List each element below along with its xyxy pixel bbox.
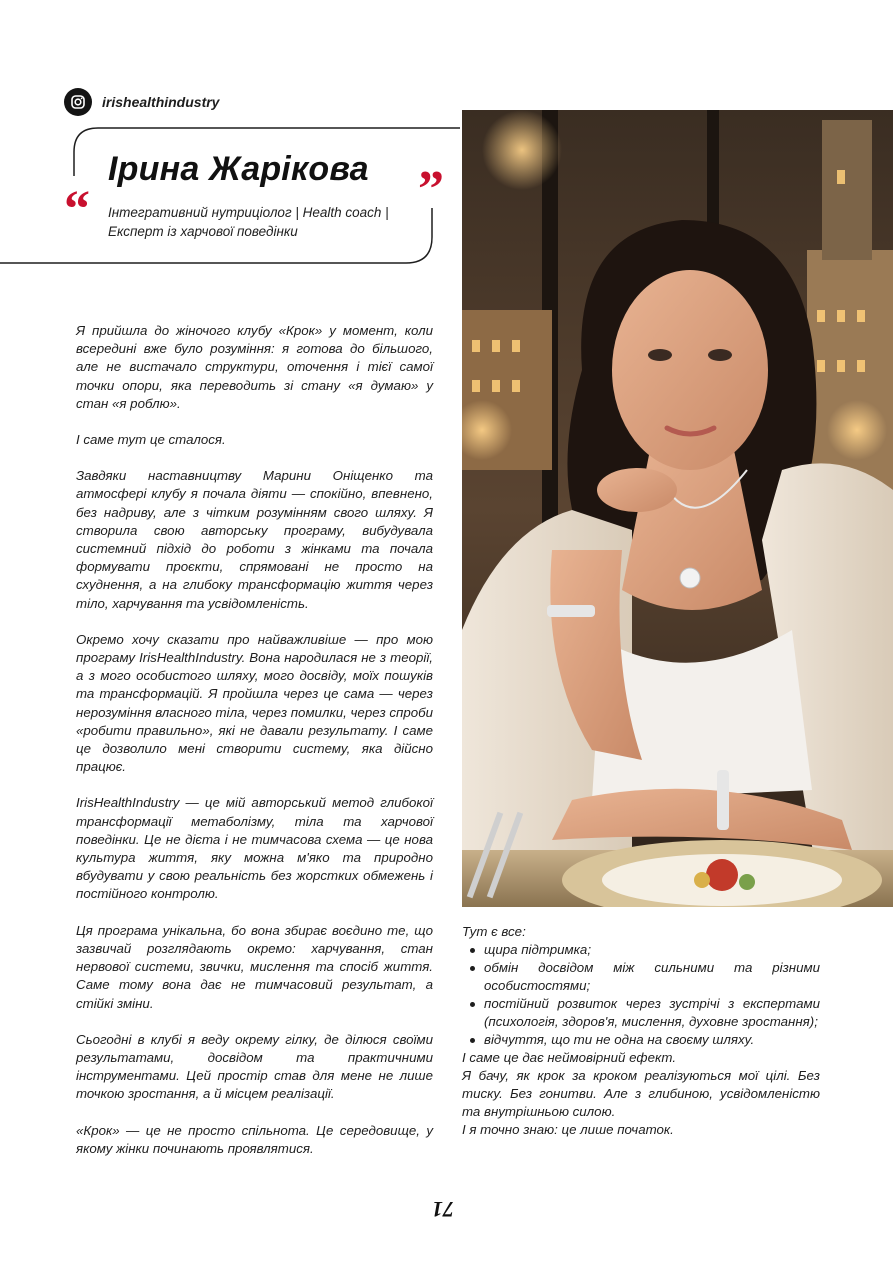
- paragraph: «Крок» — це не просто спільнота. Це середовище, у якому жінки починають проявлятися.: [76, 1122, 433, 1156]
- subtitle-line-2: Експерт із харчової поведінки: [108, 224, 298, 239]
- list-item: щира підтримка;: [484, 941, 820, 959]
- paragraph: IrisHealthIndustry — це мій авторський метод глибокої трансформації метаболізму, тіла та харчової поведінки. Це не дієта і не тимчасова схема — це нова культура життя, яку можна м'яко та природно вбудувати у свою реальність без жорстких обмежень і постійного контролю.: [76, 795, 433, 902]
- list-item: обмін досвідом між сильними та різними особистостями;: [484, 960, 820, 993]
- paragraph: Завдяки наставництву Марини Оніщенко та атмосфері клубу я почала діяти — спокійно, впевнено, без надриву, але з чітким розумінням свого шляху. Я створила свою авторську програму, вибудувала системний підхід до роботи з жінками та почала формувати проєкти, спрямовані не просто на схуднення, а на глибоку трансформацію життя через тіло, харчування та усвідомленість.: [76, 468, 433, 611]
- portrait-photo: [462, 110, 893, 907]
- article-body-right: [462, 923, 820, 1139]
- person-subtitle: [108, 203, 408, 241]
- paragraph: І саме тут це сталося.: [76, 432, 226, 448]
- page-number: 71: [432, 1197, 454, 1222]
- close-quote-mark: ”: [418, 161, 444, 218]
- closing-line: І я точно знаю: це лише початок.: [462, 1122, 674, 1137]
- benefits-list: [462, 941, 820, 1049]
- person-name: Ірина Жарікова: [108, 150, 369, 188]
- list-item: постійний розвиток через зустрічі з експертами (психологія, здоров'я, мислення, духовне зростання);: [484, 996, 820, 1029]
- paragraph: Сьогодні в клубі я веду окрему гілку, де ділюся своїми результатами, досвідом та практичними інструментами. Цей простір став для мене не лише точкою зростання, а й місцем реалізації.: [76, 1031, 433, 1102]
- paragraph: Ця програма унікальна, бо вона збирає воєдино те, що зазвичай розглядають окремо: харчування, стан нервової системи, звички, мислення та спосіб життя. Саме тому вона дає не тимчасовий результат, а стійкі зміни.: [76, 922, 433, 1011]
- closing-line: Я бачу, як крок за кроком реалізуються мої цілі. Без тиску. Без гонитви. Але з глибиною, усвідомленістю та внутрішньою силою.: [462, 1068, 820, 1119]
- instagram-handle-text: irishealthindustry: [102, 94, 220, 110]
- open-quote-mark: “: [64, 181, 90, 238]
- paragraph: Окремо хочу сказати про найважливіше — про мою програму IrisHealthIndustry. Вона народилася не з теорії, а з мого особистого шляху, мого досвіду, моїх пошуків та трансформацій. Я пройшла через це сама — через нерозуміння власного тіла, через помилки, через спроби «робити правильно», які не давали результату. І саме це дозволило мені створити систему, яка дійсно працює.: [76, 631, 433, 775]
- list-item: відчуття, що ти не одна на своєму шляху.: [484, 1031, 820, 1049]
- subtitle-line-1: Інтегративний нутриціолог | Health coach |: [108, 205, 389, 220]
- paragraph: Я прийшла до жіночого клубу «Крок» у момент, коли всередині вже було розуміння: я готова до більшого, але не вистачало структури, оточення і тієї самої точки опори, яка переводить зі стану «я думаю» у стан «я роблю».: [76, 323, 433, 411]
- closing-line: І саме це дає неймовірний ефект.: [462, 1050, 677, 1065]
- list-intro: Тут є все:: [462, 924, 526, 939]
- article-body-left: [76, 322, 433, 1176]
